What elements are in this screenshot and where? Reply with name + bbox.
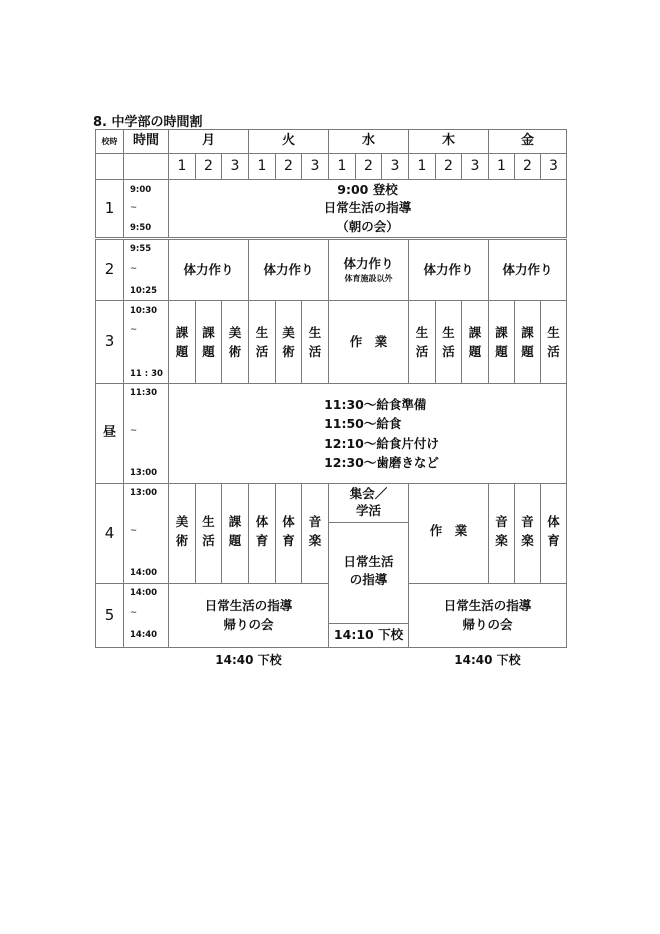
cell-line: 日常生活 <box>343 554 394 569</box>
time-range <box>123 483 169 584</box>
time-header: 時間 <box>123 129 169 154</box>
subject-cell <box>168 300 196 384</box>
dismissal-note-left: 14:40 下校 <box>215 653 282 667</box>
period-number: 昼 <box>95 383 124 484</box>
morning-cell <box>168 179 567 238</box>
cell-line: の指導 <box>349 572 388 588</box>
day-header-fri: 金 <box>488 129 567 154</box>
cell-text: 体育 <box>255 514 269 549</box>
subject-cell: 体力作り <box>248 239 329 301</box>
lunch-cell <box>168 383 567 484</box>
subject-cell <box>408 300 436 384</box>
sub-col-num: 2 <box>355 153 382 180</box>
time-range <box>123 583 169 648</box>
homeroom-cell-mon-tue <box>168 583 329 648</box>
homeroom-cell-thu-fri <box>408 583 567 648</box>
sub-col-num: 3 <box>540 153 567 180</box>
tilde: ~ <box>130 264 138 274</box>
period-number: 5 <box>95 583 124 648</box>
time-range <box>123 179 169 238</box>
subject-cell <box>461 300 489 384</box>
time-start: 11:30 <box>130 388 158 398</box>
tilde: ~ <box>130 203 138 213</box>
cell-line: 日常生活の指導 <box>204 598 293 614</box>
cell-text: 生活 <box>202 514 215 549</box>
cell-text: 美術 <box>282 324 295 359</box>
subject-cell <box>248 483 276 584</box>
cell-text: 音楽 <box>308 514 322 549</box>
cell-line: （朝の会） <box>336 218 399 234</box>
subject-cell <box>168 483 196 584</box>
subject-cell: 作 業 <box>328 300 409 384</box>
day-header-mon: 月 <box>168 129 249 154</box>
time-start: 10:30 <box>130 306 158 316</box>
cell-text: 体育 <box>547 514 560 549</box>
cell-line: 11:50～給食 <box>324 416 402 432</box>
assembly-cell <box>328 483 409 523</box>
cell-line: 体力作り <box>343 256 394 272</box>
subject-cell: 作 業 <box>408 483 489 584</box>
time-end: 13:00 <box>130 468 158 478</box>
subject-cell: 体力作り <box>168 239 249 301</box>
cell-line: 12:30～歯磨きなど <box>324 454 439 470</box>
cell-text: 課題 <box>202 324 215 359</box>
time-range <box>123 383 169 484</box>
time-end: 14:00 <box>130 568 158 578</box>
subject-cell <box>248 300 276 384</box>
subject-cell <box>435 300 462 384</box>
cell-text: 生活 <box>415 324 429 359</box>
period-number: 4 <box>95 483 124 584</box>
day-header-tue: 火 <box>248 129 329 154</box>
cell-text: 生活 <box>308 324 322 359</box>
time-end: 10:25 <box>130 286 158 296</box>
tilde: ~ <box>130 426 138 436</box>
cell-text: 美術 <box>175 514 189 549</box>
cell-text: 課題 <box>175 324 189 359</box>
blank-cell <box>95 153 124 180</box>
cell-text: 課題 <box>521 324 534 359</box>
cell-text: 美術 <box>228 324 242 359</box>
time-start: 9:55 <box>130 244 152 254</box>
cell-line: 日常生活の指導 <box>323 200 412 216</box>
cell-text: 課題 <box>228 514 242 549</box>
sub-col-num: 3 <box>221 153 249 180</box>
day-header-thu: 木 <box>408 129 489 154</box>
period-number: 1 <box>95 179 124 238</box>
period-number: 2 <box>95 239 124 301</box>
time-end: 11 : 30 <box>130 369 163 379</box>
sub-col-num: 2 <box>275 153 302 180</box>
subject-cell <box>275 300 302 384</box>
subject-cell <box>328 239 409 301</box>
cell-text: 生活 <box>547 324 560 359</box>
time-start: 14:00 <box>130 588 158 598</box>
cell-line: 9:00 登校 <box>337 182 398 198</box>
cell-text: 課題 <box>495 324 508 359</box>
sub-col-num: 1 <box>488 153 515 180</box>
cell-line: 学活 <box>355 503 381 518</box>
cell-line: 集会／ <box>349 486 388 502</box>
cell-text: 体育 <box>282 514 295 549</box>
subject-cell <box>195 483 222 584</box>
subject-cell <box>488 483 515 584</box>
cell-text: 課題 <box>468 324 482 359</box>
daily-life-cell <box>328 522 409 624</box>
sub-col-num: 2 <box>435 153 462 180</box>
sub-col-num: 3 <box>381 153 409 180</box>
subject-cell <box>540 483 567 584</box>
period-number: 3 <box>95 300 124 384</box>
time-start: 13:00 <box>130 488 158 498</box>
period-header: 校時 <box>95 129 124 154</box>
subject-cell <box>540 300 567 384</box>
subject-cell <box>221 300 249 384</box>
sub-col-num: 2 <box>195 153 222 180</box>
tilde: ~ <box>130 526 138 536</box>
cell-text: 音楽 <box>495 514 508 549</box>
cell-line: 12:10～給食片付け <box>324 435 439 451</box>
sub-col-num: 1 <box>248 153 276 180</box>
cell-text: 音楽 <box>521 514 534 549</box>
tilde: ~ <box>130 608 138 618</box>
cell-text: 生活 <box>255 324 269 359</box>
sub-col-num: 1 <box>408 153 436 180</box>
cell-line: 日常生活の指導 <box>443 598 532 614</box>
subject-cell <box>301 300 329 384</box>
sub-col-num: 1 <box>168 153 196 180</box>
tilde: ~ <box>130 325 138 335</box>
cell-line: 11:30～給食準備 <box>324 396 427 412</box>
subject-cell <box>221 483 249 584</box>
subject-cell <box>514 483 541 584</box>
sub-col-num: 1 <box>328 153 356 180</box>
sub-col-num: 2 <box>514 153 541 180</box>
cell-note: 体育施設以外 <box>344 274 393 284</box>
subject-cell <box>275 483 302 584</box>
time-start: 9:00 <box>130 185 152 195</box>
time-range <box>123 239 169 301</box>
cell-line: 帰りの会 <box>462 616 513 632</box>
cell-line: 帰りの会 <box>223 616 274 632</box>
page-title: 8. 中学部の時間割 <box>93 115 203 130</box>
subject-cell <box>195 300 222 384</box>
subject-cell <box>301 483 329 584</box>
sub-col-num: 3 <box>301 153 329 180</box>
dismissal-cell: 14:10 下校 <box>328 623 409 648</box>
dismissal-note-right: 14:40 下校 <box>454 653 521 667</box>
subject-cell: 体力作り <box>488 239 567 301</box>
subject-cell: 体力作り <box>408 239 489 301</box>
time-end: 14:40 <box>130 630 158 640</box>
time-range <box>123 300 169 384</box>
subject-cell <box>488 300 515 384</box>
sub-col-num: 3 <box>461 153 489 180</box>
subject-cell <box>514 300 541 384</box>
cell-text: 生活 <box>442 324 455 359</box>
time-end: 9:50 <box>130 223 152 233</box>
blank-cell <box>123 153 169 180</box>
day-header-wed: 水 <box>328 129 409 154</box>
